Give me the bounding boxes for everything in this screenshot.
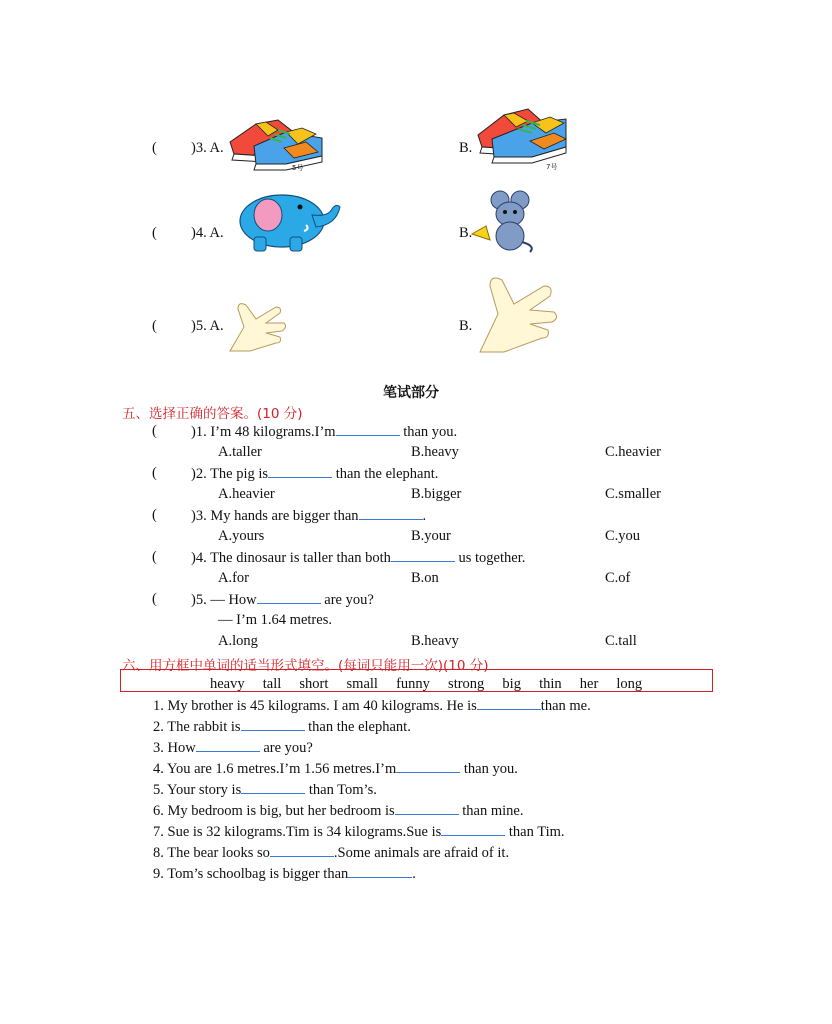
q3-paren-open: ( — [152, 140, 157, 156]
q4-paren-open: ( — [152, 225, 157, 241]
answer-blank[interactable] — [441, 823, 505, 836]
word-bank — [210, 676, 642, 693]
small-hand-image — [226, 293, 290, 355]
s6-sentence-4: 4. You are 1.6 metres.I’m 1.56 metres.I’m than you. — [153, 761, 518, 777]
word-item: big — [502, 676, 521, 692]
answer-blank[interactable] — [395, 802, 459, 815]
answer-blank[interactable] — [359, 507, 423, 520]
word-item: long — [616, 676, 643, 692]
section6-heading: 六、用方框中单词的适当形式填空。(每词只能用一次)(10 分) — [122, 658, 489, 674]
s6-sentence-8: 8. The bear looks so .Some animals are afraid of it. — [153, 845, 510, 861]
word-item: funny — [396, 676, 430, 692]
answer-blank[interactable] — [270, 844, 334, 857]
answer-blank[interactable] — [477, 697, 541, 710]
size-5-label: 5号 — [292, 164, 304, 172]
s5-q3-option-a: A.yours — [218, 528, 265, 544]
written-section-title: 笔试部分 — [383, 385, 439, 401]
answer-blank[interactable] — [241, 781, 305, 794]
word-item: heavy — [210, 676, 245, 692]
q3-label: )3. A. — [191, 140, 224, 156]
answer-blank[interactable] — [257, 591, 321, 604]
s5-q1-stem: )1. I’m 48 kilograms.I’m than you. — [191, 424, 458, 440]
s5-q3-paren: ( — [152, 507, 157, 523]
s5-q5-option-b: B.heavy — [411, 633, 459, 649]
word-item: small — [346, 676, 378, 692]
s5-q2-option-c: C.smaller — [605, 486, 661, 502]
s5-q5-option-a: A.long — [218, 633, 258, 649]
q5-paren-open: ( — [152, 318, 157, 334]
s5-q2-option-b: B.bigger — [411, 486, 462, 502]
big-hand-image — [474, 270, 560, 356]
s5-q3-stem: )3. My hands are bigger than . — [191, 508, 427, 524]
word-item: strong — [448, 676, 485, 692]
word-item: her — [579, 676, 599, 692]
q5-option-b: B. — [459, 318, 473, 334]
s5-q2-stem: )2. The pig is than the elephant. — [191, 466, 439, 482]
s5-q2-option-a: A.heavier — [218, 486, 275, 502]
answer-blank[interactable] — [196, 739, 260, 752]
answer-blank[interactable] — [396, 760, 460, 773]
s5-q5-paren: ( — [152, 591, 157, 607]
s5-q4-stem: )4. The dinosaur is taller than both us together. — [191, 550, 526, 566]
s5-q4-paren: ( — [152, 549, 157, 565]
s5-q4-option-a: A.for — [218, 570, 250, 586]
s5-q4-option-c: C.of — [605, 570, 631, 586]
mouse-image — [470, 190, 540, 254]
answer-blank[interactable] — [336, 423, 400, 436]
word-item: thin — [539, 676, 562, 692]
s5-q1-option-a: A.taller — [218, 444, 262, 460]
shoes-b-image — [474, 103, 570, 173]
q3-option-b: B. — [459, 140, 473, 156]
s5-q5-option-c: C.tall — [605, 633, 637, 649]
s5-q1-option-c: C.heavier — [605, 444, 661, 460]
s5-q3-option-b: B.your — [411, 528, 451, 544]
word-item: tall — [262, 676, 282, 692]
size-7-label: 7号 — [546, 163, 558, 171]
s6-sentence-1: 1. My brother is 45 kilograms. I am 40 kilograms. He is than me. — [153, 698, 591, 714]
s5-q3-option-c: C.you — [605, 528, 641, 544]
s5-q1-option-b: B.heavy — [411, 444, 459, 460]
s6-sentence-2: 2. The rabbit is than the elephant. — [153, 719, 411, 735]
s6-sentence-6: 6. My bedroom is big, but her bedroom is than mine. — [153, 803, 524, 819]
elephant-image — [232, 185, 342, 253]
answer-blank[interactable] — [241, 718, 305, 731]
s5-q5-answer-line: — I’m 1.64 metres. — [218, 612, 332, 628]
q4-option-b: B. — [459, 225, 473, 241]
word-item: short — [299, 676, 329, 692]
s6-sentence-3: 3. How are you? — [153, 740, 313, 756]
s5-q1-paren: ( — [152, 423, 157, 439]
section5-heading: 五、选择正确的答案。(10 分) — [122, 406, 303, 422]
answer-blank[interactable] — [268, 465, 332, 478]
s5-q2-paren: ( — [152, 465, 157, 481]
answer-blank[interactable] — [391, 549, 455, 562]
q5-label: )5. A. — [191, 318, 224, 334]
s6-sentence-7: 7. Sue is 32 kilograms.Tim is 34 kilograms.Sue is than Tim. — [153, 824, 565, 840]
s6-sentence-5: 5. Your story is than Tom’s. — [153, 782, 377, 798]
q4-label: )4. A. — [191, 225, 224, 241]
s5-q5-stem: )5. — How are you? — [191, 592, 374, 608]
answer-blank[interactable] — [348, 865, 412, 878]
s6-sentence-9: 9. Tom’s schoolbag is bigger than . — [153, 866, 416, 882]
s5-q4-option-b: B.on — [411, 570, 439, 586]
shoes-a-image — [226, 112, 326, 174]
